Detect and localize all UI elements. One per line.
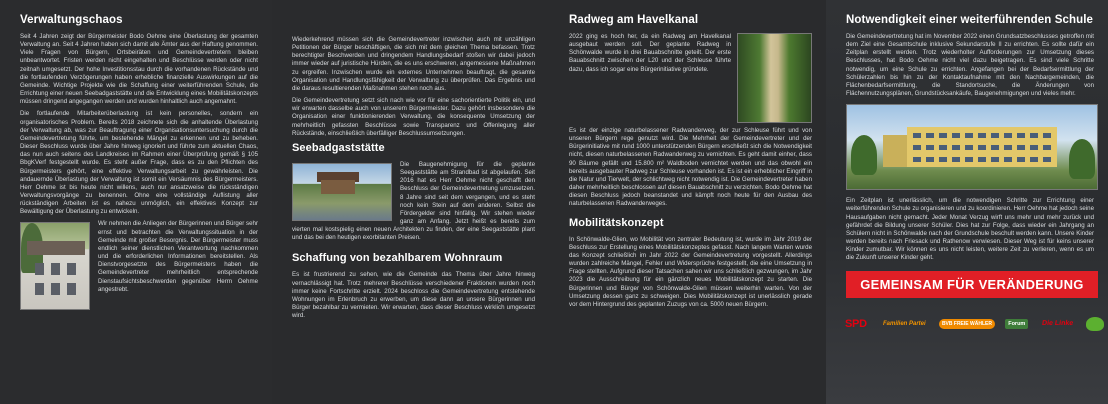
paragraph: Die Baugenehmigung für die geplante Seegaststätte am Strandbad ist abgelaufen. Seit 2016 hat es Herr Oehme nicht geschafft den Beschluss der Gemeindevertretung umzusetzen. 8 Jahre sind seit dem vergangen, und es steht noch kein Stein auf dem anderen. Selbst die Fördergelder sind hinfällig. Wir stehen wieder ganz am Anfang. Jetzt heißt es bereits zum vierten mal kostspielig einen neuen Architekten zu finden, der eine Seegaststätte plant und das bei den heutigen exorbitanten Preisen. <box>292 160 535 242</box>
forum-logo: Forum <box>1005 319 1028 329</box>
heading-radweg: Radweg am Havelkanal <box>569 14 699 26</box>
paragraph: Es ist frustrierend zu sehen, wie die Gemeinde das Thema über Jahre hinweg vernachlässigt hat. Trotz mehrerer Beschlüsse verschiedener Fraktionen wurden noch immer keine Fortschritte erzielt. 2024 beschloss die Gemeindevertretung entstehende Wohnungen im Erlenbruch zu erwerben, um diese dann an unsere Bürgerinnen und Bürger bezahlbar zu vermieten. Wir erwarten, dass dieser Beschluss wirklich umgesetzt wird. <box>292 271 535 320</box>
window-shape <box>51 263 60 275</box>
column-petitions <box>272 0 549 404</box>
paragraph: Seit 4 Jahren zeigt der Bürgermeister Bodo Oehme eine Überlastung der gesamten Verwaltung an. Seit 4 Jahren haben sich damit alle Ämter aus der Haftung genommen. Viele Fragen von Bürgern, Ortsbeiräten und Gemeindevertretern bleiben unbeantwortet. Fristen werden nicht eingehalten und Beschlüsse werden oder nicht zeitnah umgesetzt. Der hohe Investitionsstau durch die vorhandenen Rückstände und die fortlaufenden Verzögerungen haben erhebliche finanzielle Auswirkungen auf die Gemeinde. Wichtige Projekte wie die Schaffung einer weiterführenden Schule, die Errichtung einer neuen Seebadgaststätte und die Entwicklung eines Mobilitätskonzepts müssen dringend angegangen werden und wurden hinhaltlich auch angemahnt. <box>20 33 258 106</box>
paragraph: In Schönwalde-Glien, wo Mobilität von zentraler Bedeutung ist, wurde im Jahr 2019 der Beschluss zur Erstellung eines Mobilitätskonzeptes gefasst. Nach langem Warten wurde das Konzept schließlich im Jahr 2022 der Gemeindevertretung vorgestellt. Allerdings wurden zahlreiche Mängel, Fehler und Widersprüche festgestellt, die eine Umsetzung in Frage stellten. Aufgrund dieser Tatsachen sahen wir uns schließlich gezwungen, im Jahr 2023 die Ausschreibung für ein gänzlich neues Mobilitätskonzept zu starten. Die Bürgerinnen und Bürger von Schönwalde-Glien müssen weiterhin warten. Von der Umsetzung dessen ganz zu schweigen. Dies Mobilitätskonzept ist unerlässlich gerade vor dem Hintergrund des geplanten Zuzugs von ca. 5000 neuen Bürgern. <box>569 235 812 308</box>
bvb-freie-waehler-logo: BVB FREIE WÄHLER <box>939 319 995 329</box>
column-schule <box>826 0 1108 404</box>
heading-seebadgaststaette: Seebadgaststätte <box>292 141 385 154</box>
die-linke-logo: Die Linke <box>1041 320 1074 327</box>
column-verwaltungschaos <box>0 0 272 404</box>
heading-schule: Notwendigkeit einer weiterführenden Schule <box>846 14 1094 26</box>
town-hall-photo <box>20 222 90 310</box>
window-shape <box>67 263 76 275</box>
paragraph: Die fortlaufende Mitarbeiterüberlastung ist kein personelles, sondern ein organisatorisches Problem. Bereits 2018 zeichnete sich die anhaltende Überlastung der Verwaltung ab, was zur Beauftragung einer Organisationsuntersuchung durch die Gemeindevertretung führte, um bestehende Mängel zu erkennen und zu beheben. Dieser Beschluss wurde über Jahre hinweg ignoriert und führte zum aktuellen Chaos, das nun auch seitens des Landkreises im Rahmen einer Überprüfung gemäß § 105 BbgKVerf festgestellt wurde. Es steht außer Frage, dass es zu den Pflichten des Bürgermeisters gehört, eine effektive Verwaltungsarbeit zu gewährleisten. Die andauernde Überlastung der Verwaltung ist somit ein Versäumnis des Bürgermeisters. Herr Oehme ist bis heute nicht willens, auch nur ansatzweise die rückständigen Verwaltungsvorgänge zu benennen. Ohne eine vollständige Auflistung aller rückständigen Arbeiten ist es nahezu unmöglich, ein effektives Konzept zur Bewältigung der Überlastung zu entwickeln. <box>20 110 258 216</box>
paragraph: 2022 ging es hoch her, da ein Radweg am Havelkanal ausgebaut werden soll. Der geplante Radweg in Schönwalde wurde in drei Bauabschnitte geteilt. Der erste Bauabschnitt zwischen der L20 und der Schleuse führte dazu, dass ich sogar eine Bürgerinitiative gründete. <box>569 33 731 73</box>
gruene-sunflower-logo <box>1086 317 1104 331</box>
window-shape <box>35 263 44 275</box>
window-row <box>913 133 1051 138</box>
familien-partei-logo: Familien Partei <box>882 320 926 327</box>
column-radweg <box>549 0 826 404</box>
paragraph: Die Gemeindevertretung hat im November 2022 einen Grundsatzbeschlusses getroffen mit dem Ziel eine Gesamtschule inklusive Sekundarstufe II zu errichten. Es sollte dafür ein Zeitplan erstellt werden. Trotz wiederholter Aufforderungen zur Umsetzung dieses Beschlusses, hat Bodo Oehme nicht viel dazu beigetragen. Es sind viele Schritte notwendig, um eine Schule zu errichten. Angefangen bei der Bedarfsermittlung der Schülerzahlen bis hin zu der Kontaktaufnahme mit den Nachbargemeinden, die Flächenbedarfsermittlung, die Standortsuche, die Änderungen von Flächennutzungsplänen, Grundstücksankäufe, Baugenehmigungen und vieles mehr. <box>846 33 1094 98</box>
lake-restaurant-photo <box>292 163 392 221</box>
window-row <box>913 145 1051 150</box>
heading-wohnraum: Schaffung von bezahlbarem Wohnraum <box>292 252 503 265</box>
paragraph: Wiederkehrend müssen sich die Gemeindevertreter inzwischen auch mit unzähligen Petitionen der Bürger beschäftigen, die sich mit dem gleichen Thema befassen. Trotz berechtigter Beschwerden und dringendem Handlungsbedarf stoßen wir dabei jedoch immer wieder auf juristische Hürden, die es uns erschweren, angemessene Maßnahmen zu ergreifen. Inzwischen wurde ein externes Unternehmen beauftragt, die gesamte Organisation und Handlungsfähigkeit der Verwaltung zu überprüfen. Das Ergebnis und die daraus resultierenden Maßnahmen stehen noch aus. <box>292 36 535 92</box>
slogan-banner: GEMEINSAM FÜR VERÄNDERUNG <box>846 271 1098 298</box>
heading-mobilitaetskonzept: Mobilitätskonzept <box>569 216 664 229</box>
tree-shape <box>1069 139 1095 179</box>
paragraph: Ein Zeitplan ist unerlässlich, um die notwendigen Schritte zur Errichtung einer weiterführenden Schule zu organisieren und zu koordinieren. Herr Oehme hat jedoch seine Hausaufgaben nicht gemacht. Jeder Monat Verzug wirft uns mehr und mehr zurück und gefährdet die Bildung unserer Schüler. Dies hat zur Folge, dass wieder ein Jahrgang an Schülern nicht in Schönwalde nach der Grundschule beschult werden kann. Unsere Kinder werden bereits nach Friesack und Rathenow verwiesen. Dieser Weg ist für keins unserer Kinder zumutbar. Wir können es uns nicht leisten, weitere Zeit zu verlieren, wenn es um die Zukunft unserer Kinder geht. <box>846 197 1094 262</box>
paragraph: Es ist der einzige naturbelassener Radwanderweg, der zur Schleuse führt und von unseren Bürgern rege genutzt wird. Die Mehrheit der Gemeindevertreter und der Bürgerinitiative mit rund 1000 unterstützenden Bürgern erschließt sich die Notwendigkeit nicht, diesen naturbelassenen Radwanderweg zu vernichten. Es geht damit einher, dass 90 Bäume gefällt und 15.800 m² Waldboden vernichtet werden und das obwohl ein bereits ausgebauter Radweg zur Schleuse vorhanden ist. Es ist ein erheblicher Eingriff in die Natur und Tierwelt, der schlichtweg nicht notwendig ist. Die Gemeindevertreter haben daher mehrheitlich beschlossen auf diesen Bauabschnitt zu verzichten. Bodo Oehme hat diesen Beschluss jedoch beanstandet und kämpft noch heute für den Ausbau des naturbelassenen Radwanderweges. <box>569 127 812 208</box>
paragraph: Wir nehmen die Anliegen der Bürgerinnen und Bürger sehr ernst und betrachten die Verwaltungssituation in der Gemeinde mit großer Besorgnis. Der Bürgermeister muss endlich seiner dienstlichen Verantwortung nachkommen und die erforderlichen Informationen bereitstellen. Als Dienstvorgesetzte des Bürgermeisters haben die Gemeindevertreter mehrheitlich entsprechende Dienstaufsichtsbeschwerden gegenüber Herrn Oehme angestrebt. <box>98 220 258 293</box>
tree-shape <box>851 135 877 175</box>
window-shape <box>67 283 76 295</box>
hut-shape <box>321 180 355 194</box>
window-shape <box>51 283 60 295</box>
window-row <box>913 157 1051 162</box>
paragraph: Die Gemeindevertretung setzt sich nach wie vor für eine sachorientierte Politik ein, und wir erwarten dasselbe auch von unserem Bürgermeister. Dazu gehört insbesondere die Organisation einer funktionierenden Verwaltung, die konsequente Umsetzung der mehrheitlich gefassten Beschlüsse sowie Transparenz und Offenlegung aller Rückstände, einschließlich überfälliger Beschlussumsetzungen. <box>292 97 535 137</box>
spd-logo: SPD <box>845 317 867 330</box>
heading-verwaltungschaos: Verwaltungschaos <box>20 14 123 26</box>
school-building-photo <box>846 104 1098 190</box>
roof-shape <box>27 241 85 255</box>
forest-path-photo <box>737 33 812 123</box>
party-logos <box>842 316 1104 332</box>
window-shape <box>35 283 44 295</box>
